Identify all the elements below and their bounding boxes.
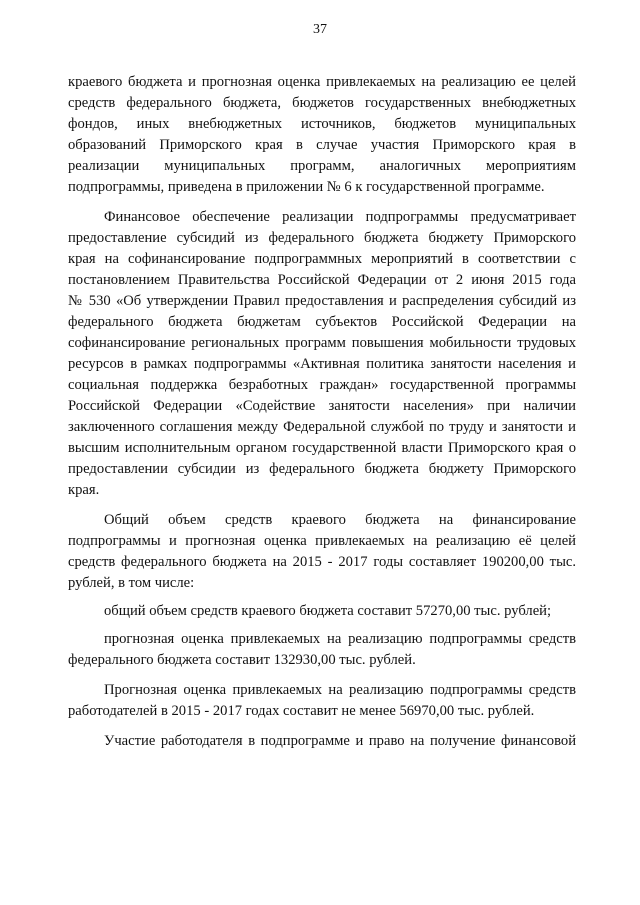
paragraph-federal-budget-estimate xyxy=(68,629,576,671)
paragraph-regional-budget-total xyxy=(68,601,576,622)
text-line: федерального бюджета бюджетам субъектов Российской Федерации на xyxy=(68,314,576,330)
text-line: работодателей в 2015 - 2017 годах составит не менее 56970,00 тыс. рублей. xyxy=(68,703,535,719)
text-line: прогнозная оценка привлекаемых на реализацию подпрограммы средств xyxy=(104,631,576,647)
paragraph-total-volume xyxy=(68,510,576,594)
text-line: средств федерального бюджета, бюджетов государственных внебюджетных xyxy=(68,95,576,111)
text-line: фондов, иных внебюджетных источников, бюджетов муниципальных xyxy=(68,116,576,132)
paragraph-employer-funds-estimate xyxy=(68,680,576,722)
text-line: реализации муниципальных программ, аналогичных мероприятиям xyxy=(68,158,576,174)
text-line: софинансирование региональных программ повышения мобильности трудовых xyxy=(68,335,576,351)
paragraph-regional-budget-estimate xyxy=(68,72,576,198)
text-line: Участие работодателя в подпрограмме и право на получение финансовой xyxy=(104,733,576,749)
text-line: предоставление субсидий из федерального бюджета бюджету Приморского xyxy=(68,230,576,246)
text-line: заключенного соглашения между Федеральной службой по труду и занятости и xyxy=(68,419,576,435)
text-line: общий объем средств краевого бюджета составит 57270,00 тыс. рублей; xyxy=(104,603,552,619)
text-line: постановлением Правительства Российской Федерации от 2 июня 2015 года xyxy=(68,272,576,288)
paragraph-financial-support xyxy=(68,207,576,501)
paragraph-employer-participation xyxy=(68,731,576,752)
text-line: высшим исполнительным органом государственной власти Приморского края о xyxy=(68,440,576,456)
text-line: Общий объем средств краевого бюджета на финансирование xyxy=(104,512,576,528)
text-line: образований Приморского края в случае участия Приморского края в xyxy=(68,137,576,153)
document-body xyxy=(68,72,576,752)
text-line: федерального бюджета составит 132930,00 тыс. рублей. xyxy=(68,652,416,668)
text-line: Прогнозная оценка привлекаемых на реализацию подпрограммы средств xyxy=(104,682,576,698)
page-number: 37 xyxy=(313,22,327,37)
text-line: края на софинансирование подпрограммных мероприятий в соответствии с xyxy=(68,251,576,267)
text-line: № 530 «Об утверждении Правил предоставления и распределения субсидий из xyxy=(68,293,576,309)
text-line: рублей, в том числе: xyxy=(68,575,195,591)
text-line: средств федерального бюджета на 2015 - 2017 годы составляет 190200,00 тыс. xyxy=(68,554,576,570)
text-line: предоставлении субсидии из федерального бюджета бюджету Приморского xyxy=(68,461,576,477)
text-line: края. xyxy=(68,482,100,498)
text-line: Российской Федерации «Содействие занятости населения» при наличии xyxy=(68,398,576,414)
text-line: краевого бюджета и прогнозная оценка привлекаемых на реализацию ее целей xyxy=(68,74,576,90)
text-line: подпрограммы и прогнозная оценка привлекаемых на реализацию её целей xyxy=(68,533,576,549)
text-line: подпрограммы, приведена в приложении № 6 к государственной программе. xyxy=(68,179,545,195)
text-line: ресурсов в рамках подпрограммы «Активная политика занятости населения и xyxy=(68,356,576,372)
text-line: социальная поддержка безработных граждан» государственной программы xyxy=(68,377,576,393)
text-line: Финансовое обеспечение реализации подпрограммы предусматривает xyxy=(104,209,576,225)
